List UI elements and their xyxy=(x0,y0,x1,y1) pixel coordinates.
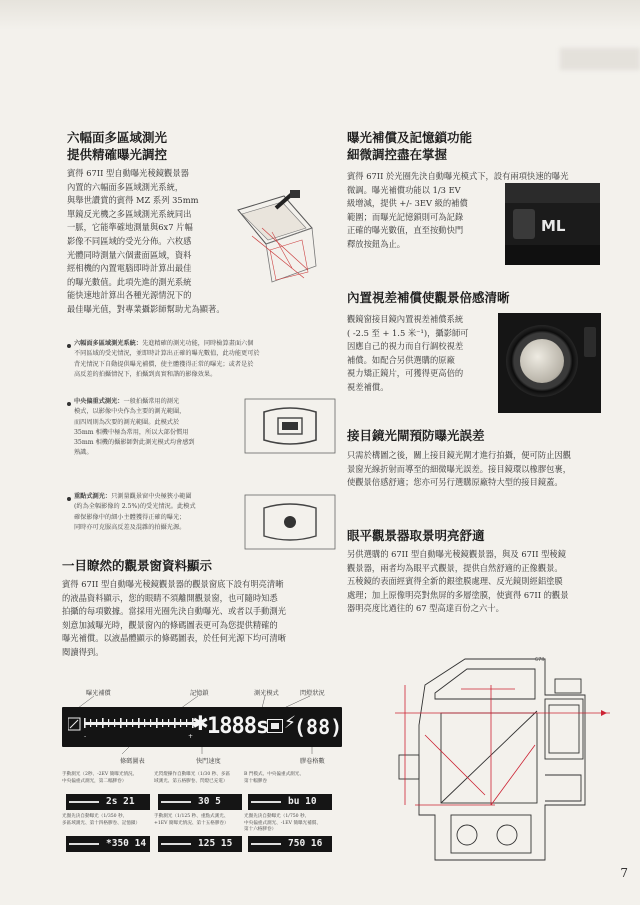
example-lcd xyxy=(66,836,150,852)
flat-viewfinder-title: 眼平觀景器取景明亮舒適 xyxy=(347,528,485,543)
show-through-ghost xyxy=(560,48,640,70)
metering-title-2: 提供精確曝光調控 xyxy=(67,147,168,162)
example-bar-graph xyxy=(69,843,99,845)
text-line: 能快速地計算出各種光源情況下的 xyxy=(67,290,192,301)
text-line: 釋放按鈕為止。 xyxy=(347,238,406,249)
centerweighted-diagram xyxy=(244,398,336,454)
caption-line: 光圈先決自動曝光（1/350 秒、 xyxy=(62,814,128,819)
diopter-body xyxy=(347,313,497,395)
example-readout: bu 10 xyxy=(288,796,317,807)
caption-line: 第十幅膠卷 xyxy=(244,778,267,784)
text-line: 正確的曝光數值，直至按動快門 xyxy=(347,225,464,236)
caption-line: 第十六格膠卷） xyxy=(244,827,277,833)
example-bar-graph xyxy=(251,801,281,803)
bullet-line: 35mm 相機中極為常用，所以大部份慣用 xyxy=(74,428,189,436)
text-line: ( -2.5 至 + 1.5 米⁻¹)，攝影師可 xyxy=(347,327,469,338)
bullet-line: 高反差的拍攝情況下，拍攝到真實和諧的影像效果。 xyxy=(74,370,217,378)
bullet-line xyxy=(74,397,242,407)
example-caption xyxy=(62,772,154,785)
text-line: 微調。曝光補償功能以 1/3 EV xyxy=(347,184,461,195)
example-bar-graph xyxy=(161,843,191,845)
text-line: 補償。如配合另供選購的原廠 xyxy=(347,354,455,365)
caption-line: 多區域測光、第十四格膠卷、記憶鎖） xyxy=(62,820,141,826)
text-line: 光體同時測量六個畫面區域，資料 xyxy=(67,249,192,260)
example-caption xyxy=(244,814,336,834)
text-line: 觀鏡窗接目鏡內置視差補償系統 xyxy=(347,314,464,324)
example-readout: 2s 21 xyxy=(106,796,135,807)
text-line: 賓得 67II 於光圈先決自動曝光模式下，設有兩項快速的曝光 xyxy=(347,171,569,181)
text-line: 最佳曝光值，對專業攝影師幫助尤為顯著。 xyxy=(67,303,225,314)
diopter-title: 內置視差補償使觀景倍感清晰 xyxy=(347,290,510,305)
flash-icon: ⚡ xyxy=(284,713,296,733)
bullet-text: 只測量觀景窗中央極狹小範圍 xyxy=(111,493,192,500)
label-frame-count: 膠卷格數 xyxy=(300,758,325,765)
bullet-dot xyxy=(67,497,71,501)
example-readout: 750 16 xyxy=(288,838,323,849)
bullet-line: 確保影像中的細小主體獲得正確的曝光； xyxy=(74,513,186,521)
bullet-spot xyxy=(74,492,239,533)
bullet-line xyxy=(74,492,239,502)
bullet-text: 一般拍攝常用的測光 xyxy=(123,398,180,405)
bullet-line: (約為全幅影像的 2.5%)的受光情況。此模式 xyxy=(74,503,196,511)
example-lcd xyxy=(158,794,242,810)
page-number: 7 xyxy=(620,866,628,880)
text-line: 影像不同區域的受光分佈。六枚感 xyxy=(67,235,192,246)
text-line: 內置的六幅面多區域測光系統， xyxy=(67,181,184,192)
text-line: 另供選購的 67II 型自動曝光稜鏡觀景器，與及 67II 型稜鏡 xyxy=(347,549,567,559)
spot-diagram xyxy=(244,494,336,550)
label-shutter-speed: 快門速度 xyxy=(196,758,221,765)
label-bar-graph: 條碼圖表 xyxy=(120,758,145,765)
example-readout: 30 5 xyxy=(198,796,221,807)
frame-counter: (88) xyxy=(294,715,343,739)
text-line: 曝光補償。以液晶體顯示的條碼圖表，於任何光源下均可清晰 xyxy=(62,633,287,644)
flat-viewfinder-body xyxy=(347,548,609,616)
bullet-multizone xyxy=(74,339,326,380)
bullet-label: 六幅面多區域測光系統： xyxy=(74,340,143,347)
bar-graph-icon xyxy=(68,716,202,740)
svg-text:+: + xyxy=(188,733,194,740)
label-exposure-comp: 曝光補償 xyxy=(86,690,111,697)
caption-line: 手動測光（1/125 秒、重點式測光、 xyxy=(154,814,229,819)
text-line: 視力矯正鏡片，可獲得更高倍的 xyxy=(347,368,464,379)
caption-line: 光閃燈操作自動曝光（1/30 秒、多區 xyxy=(154,772,231,777)
frame-counter-digits: 88 xyxy=(306,715,331,739)
text-line: 一脈，它能準確地測量與6x7 片幅 xyxy=(67,222,193,233)
bullet-label: 重點式測光： xyxy=(74,493,112,500)
metering-body xyxy=(67,167,252,317)
caption-line: B 門模式、中央偏重式測光、 xyxy=(244,772,304,777)
caption-line: +1EV 簡曝光情況、第十五格膠卷） xyxy=(154,820,229,826)
bullet-line xyxy=(74,339,326,349)
exposure-comp-title-2: 細微調控盡在掌握 xyxy=(347,147,448,162)
example-bar-graph xyxy=(251,843,281,845)
memory-lock-icon: ✱ xyxy=(192,711,209,735)
text-line: 級增減，提供 +/- 3EV 級的補償 xyxy=(347,198,468,209)
eyepiece-photo xyxy=(498,313,601,413)
example-bar-graph xyxy=(161,801,191,803)
text-line: 因應自己的視力而自行調校視差 xyxy=(347,341,464,352)
text-line: 使觀景倍感舒適；您亦可另行選購原廠特大型的接目鏡蓋。 xyxy=(347,477,563,488)
text-line: 景窗光線折射而導至的細微曝光誤差。接目鏡環以橡膠包裹， xyxy=(347,463,572,474)
text-line: 五稜鏡的表面經賓得全新的銀塗膜處理、反光鏡則經鋁塗膜 xyxy=(347,576,563,587)
caption-line: 中央偏重式測光、-1EV 簡曝光補償、 xyxy=(244,820,321,826)
viewfinder-info-title: 一目瞭然的觀景窗資料顯示 xyxy=(62,558,213,573)
viewfinder-info-body xyxy=(62,578,340,660)
example-lcd xyxy=(248,836,332,852)
text-line: 與舉世讚賞的賓得 MZ 系列 35mm xyxy=(67,195,199,206)
label-flash-status: 閃燈狀況 xyxy=(300,690,325,697)
example-lcd xyxy=(248,794,332,810)
bullet-dot xyxy=(67,402,71,406)
metering-diagram xyxy=(232,188,342,286)
bullet-line: 不同區域的受光情況，並即時計算出正確的曝光數值，此功能更可於 xyxy=(74,350,260,358)
text-line: 視差補償。 xyxy=(347,381,389,392)
example-lcd xyxy=(158,836,242,852)
label-memory-lock: 記憶鎖 xyxy=(190,690,209,697)
text-line: 經相機的內置電腦即時計算出最佳 xyxy=(67,263,192,274)
text-line: 處理；加上原像明亮對焦屏的多層塗膜，使賓得 67II 的觀景 xyxy=(347,589,569,600)
text-line: 的曝光數值。此項先進的測光系統 xyxy=(67,276,192,287)
text-line: 單鏡反光機之多區域測光系統同出 xyxy=(67,208,192,219)
ml-label: ML xyxy=(541,217,566,235)
caption-line: 手動測光（2秒、-2EV 簡曝光情況、 xyxy=(62,772,138,777)
example-readout: 125 15 xyxy=(198,838,233,849)
caption-line: 域測光、第五格膠卷、閃燈已充電） xyxy=(154,778,228,784)
bullet-line: 模式，以影像中央作為主要的測光範圍， xyxy=(74,408,186,416)
metering-title-1: 六幅面多區域測光 xyxy=(67,130,168,145)
caption-line: 中央偏重式測光，第二幅膠卷） xyxy=(62,778,127,784)
example-caption xyxy=(154,772,246,785)
bullet-line: 而四周則為次要的測光範圍。此模式於 xyxy=(74,418,180,426)
text-line: 閱讀得到。 xyxy=(62,646,104,657)
metering-mode-icon xyxy=(267,719,283,733)
caption-line: 光圈先決自動曝光（1/750 秒、 xyxy=(244,814,310,819)
svg-text:-: - xyxy=(84,733,87,740)
text-line: 賓得 67II 型自動曝光稜鏡觀景器的觀景窗底下設有明亮清晰 xyxy=(62,579,284,589)
bullet-label: 中央偏重式測光： xyxy=(74,398,124,405)
text-line: 器明亮度比過往的 67 型高達百份之六十。 xyxy=(347,603,504,614)
viewfinder-lcd xyxy=(62,707,342,747)
bullet-text: 先進精確的測光功能，同時檢算畫面六個 xyxy=(142,340,254,347)
example-caption xyxy=(154,814,246,827)
bullet-dot xyxy=(67,344,71,348)
shutter-speed-digits: 1888s xyxy=(207,714,269,739)
exposure-comp-title-1: 曝光補償及記憶鎖功能 xyxy=(347,130,473,145)
bullet-line: 35mm 相機的攝影師對此測光模式均會感到 xyxy=(74,439,195,447)
text-line: 只需於構圖之後，關上接目鏡光閘才進行拍攝，便可防止因觀 xyxy=(347,450,572,460)
text-line: 拍攝的每項數據。當採用光圈先決自動曝光、或者以手動測光 xyxy=(62,606,287,617)
eyepiece-shutter-body xyxy=(347,449,607,490)
bullet-line: 熟識。 xyxy=(74,449,93,457)
example-lcd xyxy=(66,794,150,810)
example-caption xyxy=(62,814,154,827)
bullet-line: 同時亦可克服高反差及混雜的拍攝光源。 xyxy=(74,523,186,531)
example-caption xyxy=(244,772,336,785)
svg-text:67II: 67II xyxy=(535,657,545,663)
text-line: 觀景器，兩者均為眼平式觀景，提供自然舒適的正像觀景。 xyxy=(347,562,563,573)
bullet-centerweighted xyxy=(74,397,242,459)
bullet-line: 背光情況下自動提供曝光補償，使主體獲得正常的曝光；或者是於 xyxy=(74,360,254,368)
text-line: 的液晶資料顯示，您的眼睛不須離開觀景窗，也可隨時知悉 xyxy=(62,592,278,603)
label-metering-mode: 測光模式 xyxy=(254,690,279,697)
text-line: 範圍；而曝光記憶鎖則可為記錄 xyxy=(347,211,464,222)
text-line: 賓得 67II 型自動曝光稜鏡觀景器 xyxy=(67,168,189,178)
camera-back-photo xyxy=(505,183,600,265)
eyepiece-shutter-title: 接目鏡光閘預防曝光誤差 xyxy=(347,428,485,443)
example-bar-graph xyxy=(69,801,99,803)
page-top-shadow xyxy=(0,0,640,30)
text-line: 刻意加減曝光時，觀景窗內的條碼圖表更可為您提供精確的 xyxy=(62,619,278,630)
example-readout: *350 14 xyxy=(106,838,147,849)
camera-cutaway-illustration xyxy=(395,655,610,863)
